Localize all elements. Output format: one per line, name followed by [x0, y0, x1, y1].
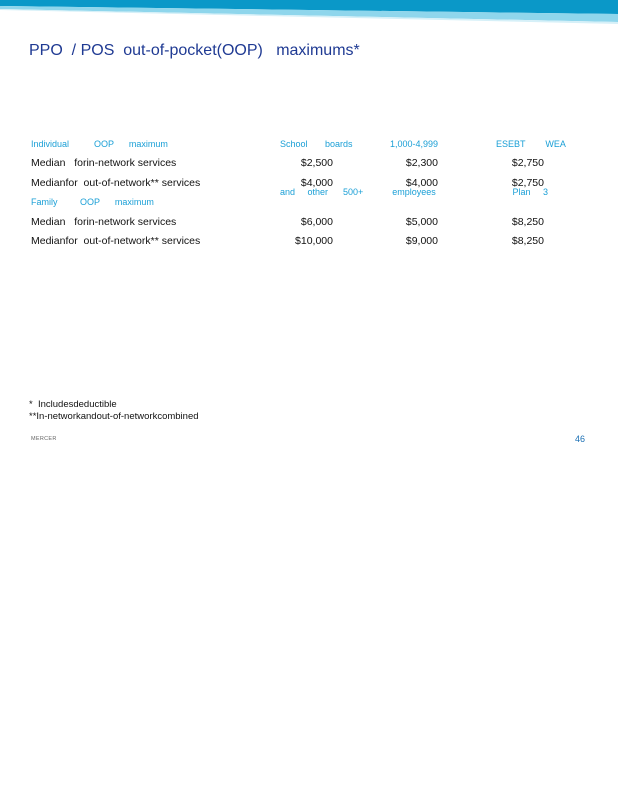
table-cell: $2,300 [405, 157, 438, 169]
table-cell: $5,000 [405, 216, 438, 228]
top-banner [0, 0, 618, 24]
table-cell: $8,250 [511, 235, 544, 247]
slide-title: PPO / POS out-of-pocket(OOP) maximums* [29, 42, 360, 59]
footnote: **In-networkandout-of-networkcombined [29, 411, 199, 422]
table-cell: $2,500 [300, 157, 333, 169]
page-number: 46 [575, 434, 586, 444]
footnote: * Includesdeductible [29, 399, 117, 410]
row-label: Median forin-network services [31, 157, 177, 169]
table-cell: $4,000 [405, 177, 438, 189]
column-header-line: ESEBT WEA [496, 139, 566, 149]
section-label-individual: Individual OOP maximum [31, 139, 168, 149]
table-cell: $6,000 [300, 216, 333, 228]
row-label: Medianfor out-of-network** services [31, 235, 201, 247]
table-cell: $10,000 [295, 235, 333, 247]
column-header-line: School boards [280, 139, 353, 149]
column-header-line: and other 500+ [280, 187, 364, 197]
section-label-family: Family OOP maximum [31, 197, 154, 207]
table-cell: $8,250 [511, 216, 544, 228]
row-label: Median forin-network services [31, 216, 177, 228]
column-header-line: Plan 3 [512, 187, 548, 197]
column-header-line: 1,000-4,999 [389, 139, 439, 149]
table-cell: $2,750 [511, 157, 544, 169]
row-label: Medianfor out-of-network** services [31, 177, 201, 189]
brand-logo: MERCER [31, 436, 57, 442]
column-header-line: employees [392, 187, 436, 197]
table-cell: $2,750 [511, 177, 544, 189]
table-cell: $4,000 [300, 177, 333, 189]
table-cell: $9,000 [405, 235, 438, 247]
